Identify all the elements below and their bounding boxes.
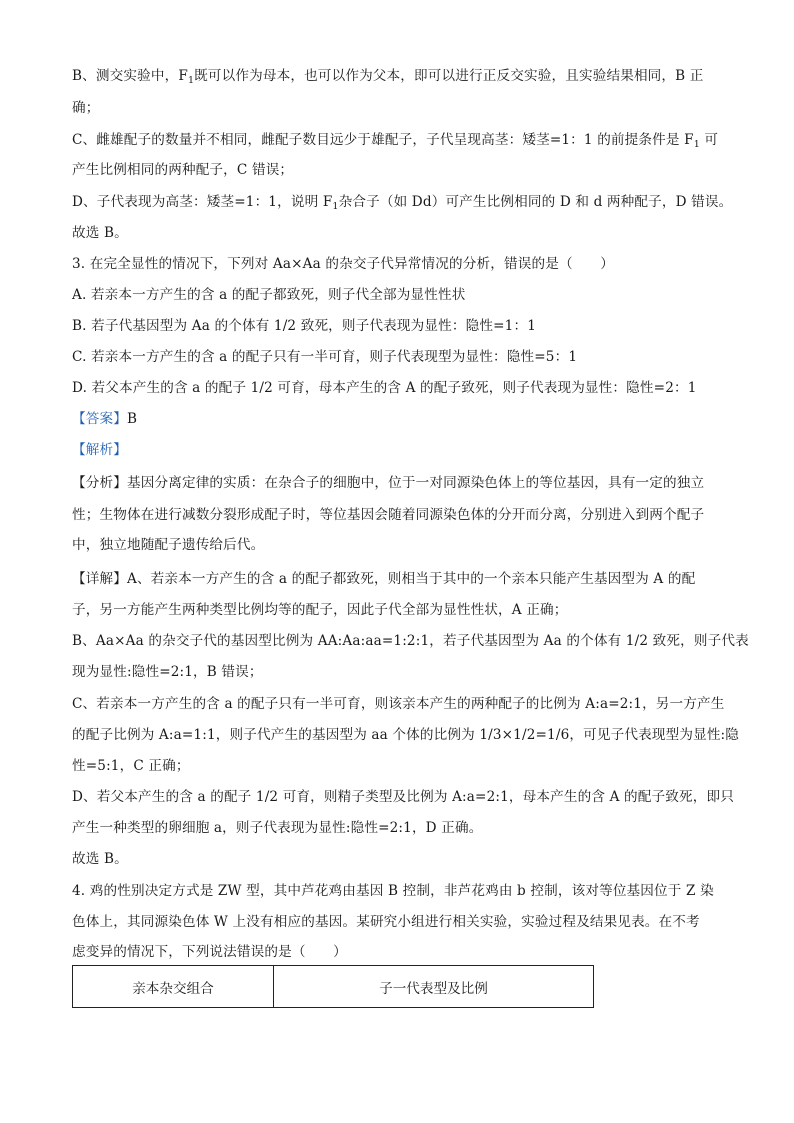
line-d-ratio: D、子代表现为高茎：矮茎=1：1，说明 $F_1$杂合子（如 Dd）可产生比例相同的 D 和 d 两种配子，D 错误。 xyxy=(72,194,733,212)
detail-line-7: 性=5:1，C 正确； xyxy=(72,758,190,774)
table-header-row xyxy=(73,966,594,1008)
question-4-line-2: 色体上，其同源染色体 W 上没有相应的基因。某研究小组进行相关实验，实验过程及结果见表。在不考 xyxy=(72,914,700,930)
detail-line-8: D、若父本产生的含 a 的配子 1/2 可育，则精子类型及比例为 A:a=2:1，母本产生的含 A 的配子致死，即只 xyxy=(72,789,734,805)
option-b: B. 若子代基因型为 Aa 的个体有 1/2 致死，则子代表现为显性：隐性=1：1 xyxy=(72,318,536,334)
detail-line-9: 产生一种类型的卵细胞 a，则子代表现为显性:隐性=2:1，D 正确。 xyxy=(72,820,483,836)
detail-line-4: 现为显性:隐性=2:1，B 错误； xyxy=(72,664,263,680)
line-c-gametes: C、雌雄配子的数量并不相同，雌配子数目远少于雄配子，子代呈现高茎：矮茎=1：1 的前提条件是 $F_1$ 可 xyxy=(72,132,719,150)
line-b-cont: 确； xyxy=(72,100,100,116)
option-a: A. 若亲本一方产生的含 a 的配子都致死，则子代全部为显性性状 xyxy=(72,287,466,303)
question-4-line-3: 虑变异的情况下，下列说法错误的是（ ） xyxy=(72,944,347,960)
detail-line-2: 子，另一方能产生两种类型比例均等的配子，因此子代全部为显性性状，A 正确； xyxy=(72,602,568,618)
analysis-heading xyxy=(72,440,127,460)
table-header-f1-phenotype: 子一代表型及比例 xyxy=(274,966,594,1008)
experiment-table xyxy=(72,965,594,1008)
line-choose-b-2: 故选 B。 xyxy=(72,851,128,867)
line-b-testcross: B、测交实验中，$F_1$既可以作为母本，也可以作为父本，即可以进行正反交实验，且实验结果相同，B 正 xyxy=(72,68,704,86)
question-4-line-1: 4. 鸡的性别决定方式是 ZW 型，其中芦花鸡由基因 B 控制，非芦花鸡由 b 控制，该对等位基因位于 Z 染 xyxy=(72,883,714,899)
line-choose-b-1: 故选 B。 xyxy=(72,225,128,241)
table-header-parent-cross: 亲本杂交组合 xyxy=(73,966,274,1008)
analysis-tag: 【解析】 xyxy=(72,442,127,458)
detail-line-6: 的配子比例为 A:a=1:1，则子代产生的基因型为 aa 个体的比例为 1/3×1/2=1/6，可见子代表现型为显性:隐 xyxy=(72,727,740,743)
detail-line-3: B、Aa×Aa 的杂交子代的基因型比例为 AA:Aa:aa=1:2:1，若子代基因型为 Aa 的个体有 1/2 致死，则子代表 xyxy=(72,633,749,649)
analysis-line-1: 【分析】基因分离定律的实质：在杂合子的细胞中，位于一对同源染色体上的等位基因，具有一定的独立 xyxy=(72,475,705,491)
answer-line: 【答案】B xyxy=(72,411,138,427)
line-c-cont: 产生比例相同的两种配子，C 错误； xyxy=(72,162,294,178)
analysis-line-3: 中，独立地随配子遗传给后代。 xyxy=(72,537,265,553)
detail-line-1: 【详解】A、若亲本一方产生的含 a 的配子都致死，则相当于其中的一个亲本只能产生基因型为 A 的配 xyxy=(72,571,696,587)
detail-line-5: C、若亲本一方产生的含 a 的配子只有一半可育，则该亲本产生的两种配子的比例为 A:a=2:1，另一方产生 xyxy=(72,696,725,712)
question-3-stem: 3. 在完全显性的情况下，下列对 Aa×Aa 的杂交子代异常情况的分析，错误的是（ ） xyxy=(72,256,614,272)
answer-tag: 【答案】 xyxy=(72,411,127,427)
analysis-line-2: 性；生物体在进行减数分裂形成配子时，等位基因会随着同源染色体的分开而分离，分别进入到两个配子 xyxy=(72,507,705,523)
option-d: D. 若父本产生的含 a 的配子 1/2 可育，母本产生的含 A 的配子致死，则子代表现为显性：隐性=2：1 xyxy=(72,380,697,396)
option-c: C. 若亲本一方产生的含 a 的配子只有一半可育，则子代表现型为显性：隐性=5：1 xyxy=(72,349,578,365)
